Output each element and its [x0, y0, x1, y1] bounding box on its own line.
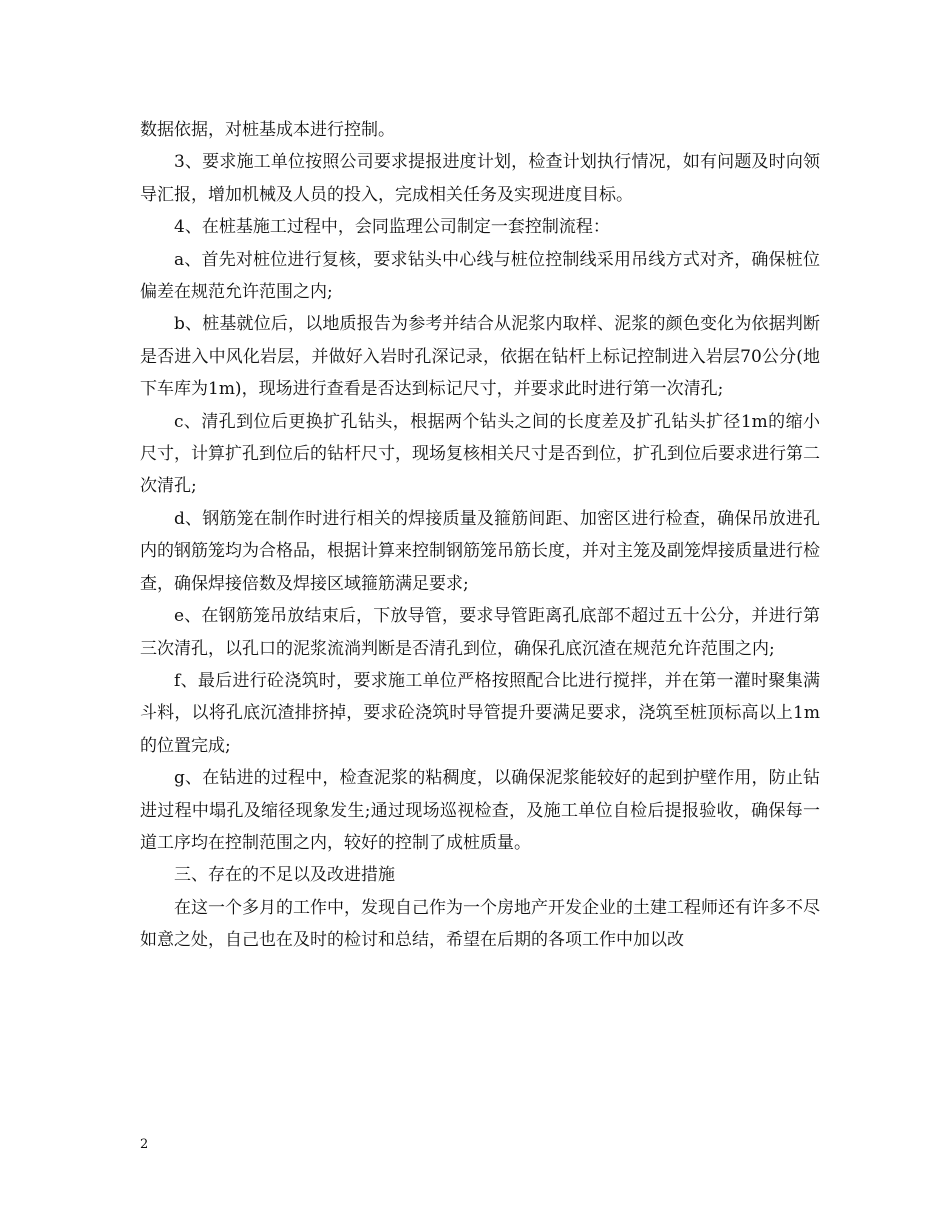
paragraph: g、在钻进的过程中，检查泥浆的粘稠度，以确保泥浆能较好的起到护壁作用，防止钻进过程中塌孔及缩径现象发生;通过现场巡视检查，及施工单位自检后提报验收，确保每一道工序均在控制范围之内，较好的控制了成桩质量。: [140, 768, 820, 853]
paragraph: b、桩基就位后，以地质报告为参考并结合从泥浆内取样、泥浆的颜色变化为依据判断是否进入中风化岩层，并做好入岩时孔深记录，依据在钻杆上标记控制进入岩层70公分(地下车库为1m)，现场进行查看是否达到标记尺寸，并要求此时进行第一次清孔;: [140, 314, 820, 400]
paragraph: 在这一个多月的工作中，发现自己作为一个房地产开发企业的土建工程师还有许多不尽如意之处，自己也在及时的检讨和总结，希望在后期的各项工作中加以改: [140, 897, 820, 951]
paragraph: d、钢筋笼在制作时进行相关的焊接质量及箍筋间距、加密区进行检查，确保吊放进孔内的钢筋笼均为合格品，根据计算来控制钢筋笼吊筋长度，并对主笼及副笼焊接质量进行检查，确保焊接倍数及焊接区域箍筋满足要求;: [140, 508, 820, 594]
paragraph: 4、在桩基施工过程中，会同监理公司制定一套控制流程：: [174, 217, 610, 238]
paragraph: 3、要求施工单位按照公司要求提报进度计划，检查计划执行情况，如有问题及时向领导汇报，增加机械及人员的投入，完成相关任务及实现进度目标。: [140, 152, 820, 205]
paragraph: e、在钢筋笼吊放结束后，下放导管，要求导管距离孔底部不超过五十公分，并进行第三次清孔，以孔口的泥浆流淌判断是否清孔到位，确保孔底沉渣在规范允许范围之内;: [140, 606, 820, 659]
paragraph: a、首先对桩位进行复核，要求钻头中心线与桩位控制线采用吊线方式对齐，确保桩位偏差在规范允许范围之内;: [140, 249, 820, 303]
document-body: [140, 114, 820, 957]
paragraph: f、最后进行砼浇筑时，要求施工单位严格按照配合比进行搅拌，并在第一灌时聚集满斗料，以将孔底沉渣排挤掉，要求砼浇筑时导管提升要满足要求，浇筑至桩顶标高以上1m的位置完成;: [140, 670, 820, 756]
section-heading: 三、存在的不足以及改进措施: [174, 865, 395, 886]
paragraph: 数据依据，对桩基成本进行控制。: [140, 120, 395, 140]
page-number: 2: [140, 1137, 149, 1152]
paragraph: c、清孔到位后更换扩孔钻头，根据两个钻头之间的长度差及扩孔钻头扩径1m的缩小尺寸，计算扩孔到位后的钻杆尺寸，现场复核相关尺寸是否到位，扩孔到位后要求进行第二次清孔;: [140, 411, 820, 497]
